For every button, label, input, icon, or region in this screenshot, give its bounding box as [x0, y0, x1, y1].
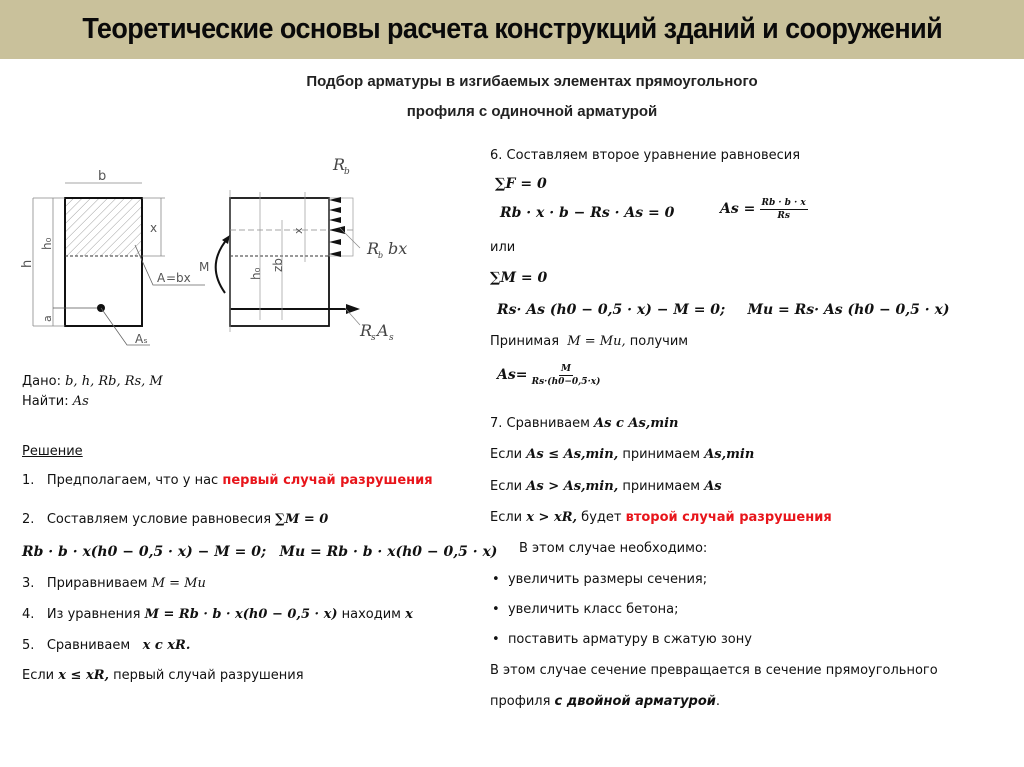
step-6: 6. Составляем второе уравнение равновесия — [490, 148, 801, 163]
svg-text:b: b — [378, 251, 384, 260]
svg-text:h₀: h₀ — [249, 267, 263, 280]
second-failure-highlight: второй случай разрушения — [625, 510, 832, 525]
step-3: 3. Приравниваем M = Mu — [22, 576, 206, 591]
svg-text:h: h — [20, 259, 35, 268]
svg-text:M: M — [199, 260, 210, 274]
label-b: b — [98, 169, 107, 184]
condition-2: Если As > As,min, принимаем As — [490, 479, 722, 494]
slide-header — [0, 0, 1024, 59]
svg-text:x: x — [292, 227, 305, 234]
svg-text:bx: bx — [388, 239, 408, 258]
slide-title: Теоретические основы расчета конструкций зданий и сооружений — [82, 13, 942, 45]
as-formula-2: As= $\frac{M}{Rs\cdot(h0-0,5\cdot x)}$ — [497, 364, 601, 387]
step-1: 1. Предполагаем, что у нас первый случай разрушения — [22, 473, 433, 488]
first-failure-condition: Если x ≤ xR, первый случай разрушения — [22, 668, 304, 683]
svg-text:h₀: h₀ — [40, 237, 54, 250]
svg-text:Aₛ: Aₛ — [135, 332, 148, 346]
accept-line: Принимая M = Mu, получим — [490, 334, 689, 349]
moment-equation: Rs· As (h0 − 0,5 · x) − M = 0; Mu = Rs· As (h0 − 0,5 · x) — [497, 302, 950, 318]
condition-1: Если As ≤ As,min, принимаем As,min — [490, 447, 755, 462]
step-2: 2. Составляем условие равновесия ∑M = 0 — [22, 512, 329, 527]
step-7: 7. Сравниваем As с As,min — [490, 416, 679, 431]
sum-moments: ∑M = 0 — [490, 270, 548, 286]
svg-text:R: R — [333, 155, 346, 174]
svg-text:R: R — [360, 321, 373, 340]
bullet-item: • поставить арматуру в сжатую зону — [492, 632, 752, 647]
first-failure-highlight: первый случай разрушения — [222, 473, 433, 488]
svg-text:a: a — [41, 315, 54, 322]
bullet-item: • увеличить размеры сечения; — [492, 572, 708, 587]
subtitle-line-2: профиля с одиночной арматурой — [406, 103, 658, 120]
stress-diagram — [190, 140, 440, 360]
svg-text:A: A — [377, 321, 389, 340]
subtitle-line-1: Подбор арматуры в изгибаемых элементах прямоугольного — [306, 73, 758, 90]
condition-3: Если x > xR, будет второй случай разрушения — [490, 510, 832, 525]
svg-text:s: s — [371, 333, 376, 343]
necessary-heading: В этом случае необходимо: — [519, 541, 708, 556]
sum-forces: ∑F = 0 — [495, 176, 547, 192]
given-line: Дано: b, h, Rb, Rs, M — [22, 374, 163, 389]
svg-text:zb: zb — [271, 258, 285, 272]
conclusion-line-1: В этом случае сечение превращается в сечение прямоугольного — [490, 663, 938, 678]
conclusion-line-2: профиля с двойной арматурой. — [490, 694, 721, 709]
svg-text:=bx: =bx — [166, 271, 191, 285]
svg-text:R: R — [367, 239, 380, 258]
svg-text:A: A — [157, 271, 166, 285]
or-label: или — [490, 240, 516, 255]
find-line: Найти: As — [22, 394, 89, 409]
svg-text:s: s — [389, 333, 394, 343]
step-5: 5. Сравниваем x с xR. — [22, 638, 191, 653]
bullet-item: • увеличить класс бетона; — [492, 602, 679, 617]
force-equation: Rb · x · b − Rs · As = 0 — [500, 205, 675, 221]
solution-heading: Решение — [22, 444, 83, 459]
svg-text:x: x — [150, 221, 158, 235]
svg-text:b: b — [344, 167, 350, 177]
step-4: 4. Из уравнения M = Rb · b · x(h0 − 0,5 · x) находим x — [22, 607, 413, 622]
equation-moment-concrete: Rb · b · x(h0 − 0,5 · x) − M = 0; Mu = Rb · b · x(h0 − 0,5 · x) — [22, 544, 498, 560]
cross-section-diagram — [0, 140, 210, 350]
as-formula-1: As = $\frac{Rb \cdot b \cdot x}{Rs}$ — [720, 198, 806, 221]
